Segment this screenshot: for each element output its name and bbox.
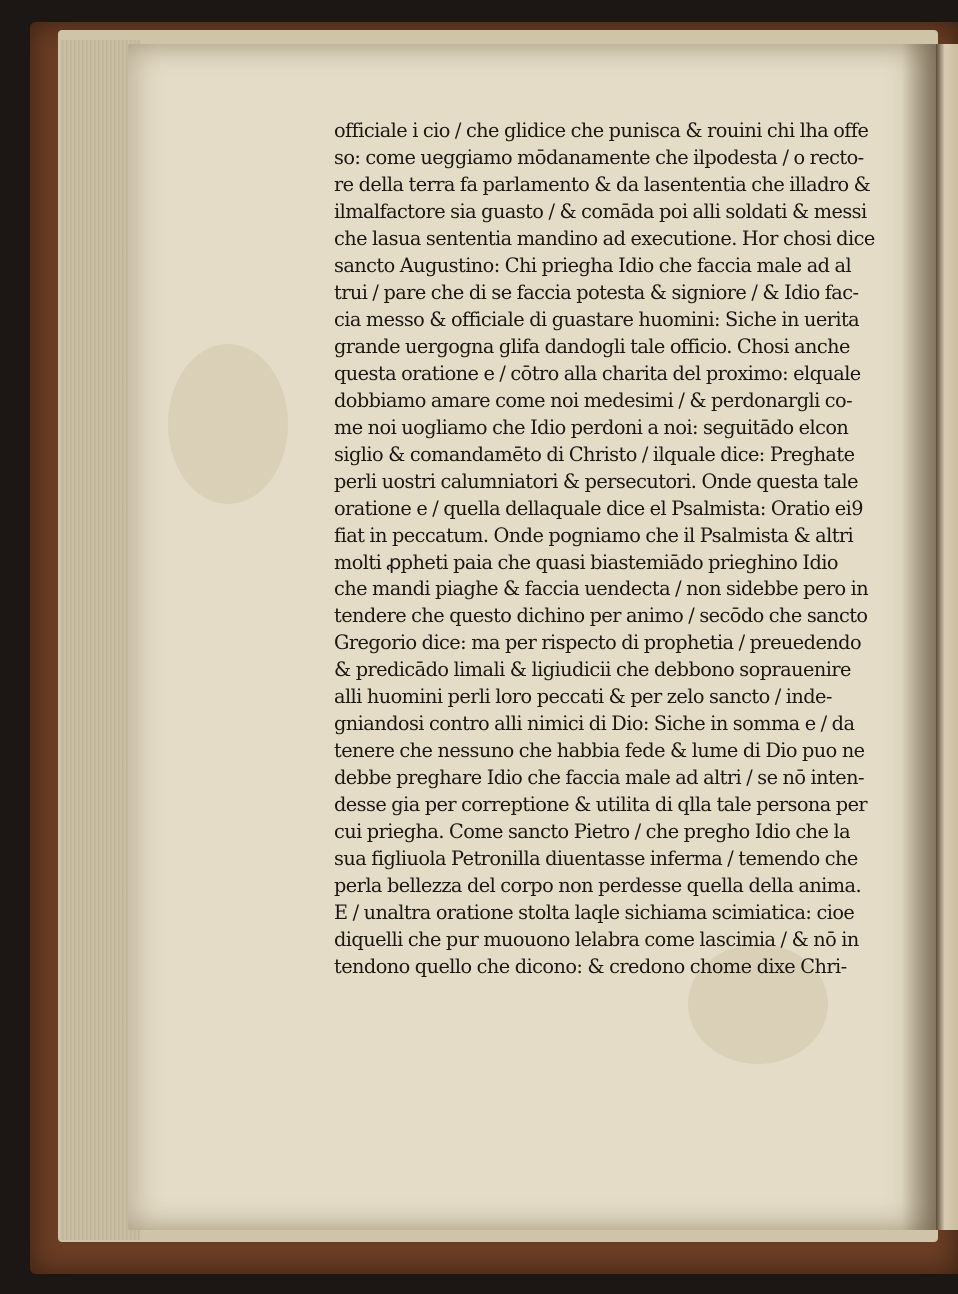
text-line: dobbiamo amare come noi medesimi / & perdonargli co- xyxy=(334,388,853,412)
text-line: perla bellezza del corpo non perdesse quella della anima. xyxy=(334,874,862,898)
text-line: desse gia per correptione & utilita di qlla tale persona per xyxy=(334,793,868,817)
text-line: cui priegha. Come sancto Pietro / che pregho Idio che la xyxy=(334,820,851,844)
paper-stain xyxy=(168,344,288,504)
text-line: alli huomini perli loro peccati & per zelo sancto / inde- xyxy=(334,685,832,709)
text-line: fiat in peccatum. Onde pogniamo che il Psalmista & altri xyxy=(334,523,854,547)
text-line: sancto Augustino: Chi priegha Idio che faccia male ad al xyxy=(334,253,852,277)
text-line: Gregorio dice: ma per rispecto di prophetia / preuedendo xyxy=(334,631,862,655)
text-line: re della terra fa parlamento & da lasententia che illadro & xyxy=(334,172,871,196)
text-line: siglio & comandamēto di Christo / ilquale dice: Preghate xyxy=(334,442,855,466)
text-line: so: come ueggiamo mōdanamente che ilpodesta / o recto- xyxy=(334,145,864,169)
text-line: trui / pare che di se faccia potesta & signiore / & Idio fac- xyxy=(334,280,859,304)
text-line: che lasua sententia mandino ad executione. Hor chosi dice xyxy=(334,226,875,250)
text-line: & predicādo limali & ligiudicii che debbono soprauenire xyxy=(334,658,851,682)
text-line: ilmalfactore sia guasto / & comāda poi alli soldati & messi xyxy=(334,199,867,223)
text-line: tendono quello che dicono: & credono chome dixe Chri- xyxy=(334,955,847,979)
text-line: tenere che nessuno che habbia fede & lume di Dio puo ne xyxy=(334,739,865,763)
text-line: sua figliuola Petronilla diuentasse inferma / temendo che xyxy=(334,847,858,871)
page-gutter-shadow xyxy=(902,44,936,1230)
text-line: cia messo & officiale di guastare huomini: Siche in uerita xyxy=(334,307,860,331)
page-text-block xyxy=(334,118,875,981)
facing-page-edge xyxy=(936,44,958,1230)
text-line: oratione e / quella dellaquale dice el Psalmista: Oratio ei9 xyxy=(334,496,863,520)
text-line: questa oratione e / cōtro alla charita del proximo: elquale xyxy=(334,361,861,385)
text-line: perli uostri calumniatori & persecutori. Onde questa tale xyxy=(334,469,859,493)
text-line: E / unaltra oratione stolta laqle sichiama scimiatica: cioe xyxy=(334,901,855,925)
text-line: officiale i cio / che glidice che punisca & rouini chi lha offe xyxy=(334,119,869,142)
text-line: grande uergogna glifa dandogli tale officio. Chosi anche xyxy=(334,334,850,358)
text-line: diquelli che pur muouono lelabra come lascimia / & nō in xyxy=(334,928,859,952)
text-line: tendere che questo dichino per animo / secōdo che sancto xyxy=(334,604,868,628)
text-line: che mandi piaghe & faccia uendecta / non sidebbe pero in xyxy=(334,577,869,601)
text-line: debbe preghare Idio che faccia male ad altri / se nō inten- xyxy=(334,766,864,790)
text-line: me noi uogliamo che Idio perdoni a noi: seguitādo elcon xyxy=(334,415,849,439)
text-line: gniandosi contro alli nimici di Dio: Siche in somma e / da xyxy=(334,712,855,736)
text-line: molti ꝓpheti paia che quasi biastemiādo prieghino Idio xyxy=(334,550,838,574)
